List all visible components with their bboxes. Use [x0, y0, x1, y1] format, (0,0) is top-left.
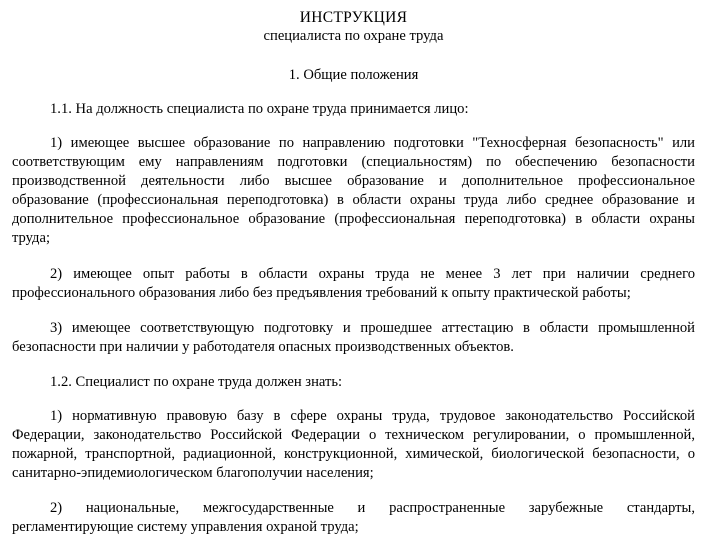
- clause-1-2-item-2: 2) национальные, межгосударственные и распространенные зарубежные стандарты, регламентирующие систему управления охраной труда;: [12, 500, 695, 536]
- clause-1-1-item-2: 2) имеющее опыт работы в области охраны труда не менее 3 лет при наличии среднего профессионального образования либо без предъявления требований к опыту практической работы;: [12, 265, 695, 301]
- document-subtitle: специалиста по охране труда: [263, 28, 444, 44]
- document-title: ИНСТРУКЦИЯ: [299, 9, 408, 26]
- clause-1-1: 1.1. На должность специалиста по охране труда принимается лицо:: [50, 101, 469, 117]
- clause-1-2: 1.2. Специалист по охране труда должен знать:: [50, 373, 343, 390]
- clause-1-1-item-3: 3) имеющее соответствующую подготовку и прошедшее аттестацию в области промышленной безопасности при наличии у работодателя опасных производственных объектов.: [12, 319, 695, 355]
- clause-1-2-item-1: 1) нормативную правовую базу в сфере охраны труда, трудовое законодательство Российской Федерации, законодательство Российской Федерации о техническом регулировании, о промышленной, пожарной, транспортной, радиационной, конструкционной, химической, биологической безопасности, о санитарно-эпидемиологическом благополучии населения;: [12, 407, 695, 482]
- document-page: [12, 8, 695, 538]
- section-title: 1. Общие положения: [288, 67, 419, 83]
- clause-1-1-item-1: 1) имеющее высшее образование по направлению подготовки "Техносферная безопасность" или соответствующим ему направлениям подготовки (специальностям) по обеспечению безопасности производственной деятельности либо высшее образование и дополнительное профессиональное образование (профессиональная переподготовка) в области охраны труда либо среднее образование и дополнительное профессиональное образование (профессиональная переподготовка) в области охраны труда;: [12, 135, 695, 247]
